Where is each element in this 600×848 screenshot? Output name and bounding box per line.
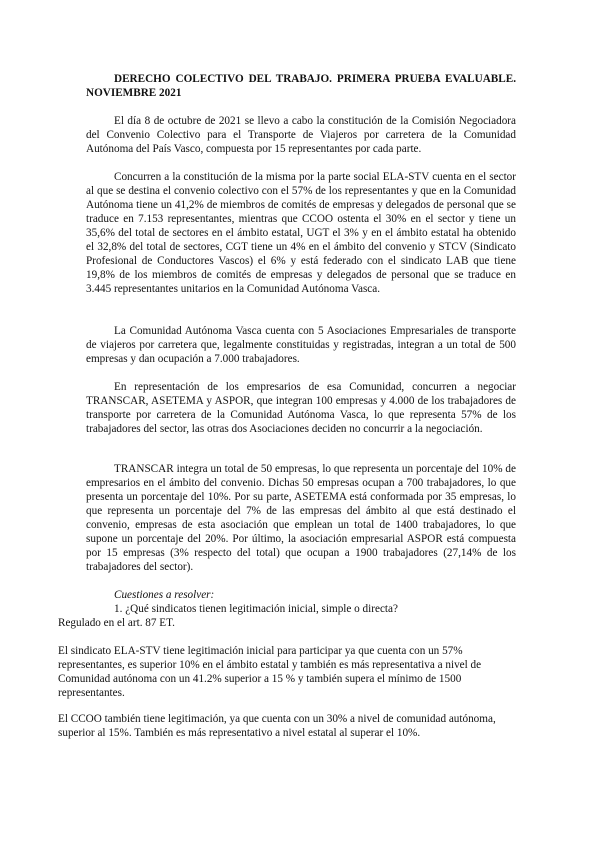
question-1: 1. ¿Qué sindicatos tienen legitimación inicial, simple o directa? <box>114 603 398 615</box>
regulation-note: Regulado en el art. 87 ET. <box>58 617 175 629</box>
paragraph-intro: El día 8 de octubre de 2021 se llevo a cabo la constitución de la Comisión Negociadora del Convenio Colectivo para el Transporte de Viajeros por carretera de la Comunidad Autónoma del País Vasco, compuesta por 15 representantes por cada parte. <box>86 115 516 155</box>
document-title: DERECHO COLECTIVO DEL TRABAJO. PRIMERA PRUEBA EVALUABLE. NOVIEMBRE 2021 <box>86 73 516 99</box>
paragraph-associations: La Comunidad Autónoma Vasca cuenta con 5 Asociaciones Empresariales de transporte de viajeros por carretera que, legalmente constituidas y registradas, integran a un total de 500 empresas y dan ocupación a 7.000 trabajadores. <box>86 325 516 365</box>
paragraph-employers: En representación de los empresarios de esa Comunidad, concurren a negociar TRANSCAR, ASETEMA y ASPOR, que integran 100 empresas y 4.000 de los trabajadores de transporte por carretera de la Comunidad Autónoma Vasca, lo que representa 57% de los trabajadores del sector, las otras dos Asociaciones deciden no concurrir a la negociación. <box>86 381 516 435</box>
answer-ela-stv: El sindicato ELA-STV tiene legitimación inicial para participar ya que cuenta con un 57% representantes, es superior 10% en el ámbito estatal y también es más representativa a nivel de Comunidad autónoma con un 41.2% superior a 15 % y también supera el mínimo de 1500 representantes. <box>58 645 482 699</box>
answer-ccoo: El CCOO también tiene legitimación, ya que cuenta con un 30% a nivel de comunidad autónoma, superior al 15%. También es más representativo a nivel estatal al superar el 10%. <box>58 713 496 739</box>
questions-heading: Cuestiones a resolver: <box>114 589 215 601</box>
paragraph-transcar: TRANSCAR integra un total de 50 empresas, lo que representa un porcentaje del 10% de empresarios en el ámbito del convenio. Dichas 50 empresas ocupan a 700 trabajadores, lo que presenta un porcentaje del 10%. Por su parte, ASETEMA está conformada por 35 empresas, lo que representa un porcentaje del 7% de las empresas del ámbito al que está destinado el convenio, empresas de esta asociación que emplean un total de 1400 trabajadores, lo que supone un porcentaje del 20%. Por último, la asociación empresarial ASPOR está compuesta por 15 empresas (3% respecto del total) que ocupan a 1900 trabajadores (27,14% de los trabajadores del sector). <box>86 463 516 573</box>
paragraph-unions: Concurren a la constitución de la misma por la parte social ELA-STV cuenta en el sector al que se destina el convenio colectivo con el 57% de los representantes y que en la Comunidad Autónoma tiene un 41,2% de miembros de comités de empresas y delegados de personal que se traduce en 7.153 representantes, mientras que CCOO ostenta el 30% en el sector y tiene un 35,6% del total de sectores en el ámbito estatal, UGT el 3% y en el ámbito estatal ha obtenido el 32,8% del total de sectores, CGT tiene un 4% en el ámbito del convenio y STCV (Sindicato Profesional de Conductores Vascos) el 6% y está federado con el sindicato LAB que tiene 19,8% de los miembros de comités de empresas y delegados de personal que se traduce en 3.445 representantes unitarios en la Comunidad Autónoma Vasca. <box>86 171 516 295</box>
